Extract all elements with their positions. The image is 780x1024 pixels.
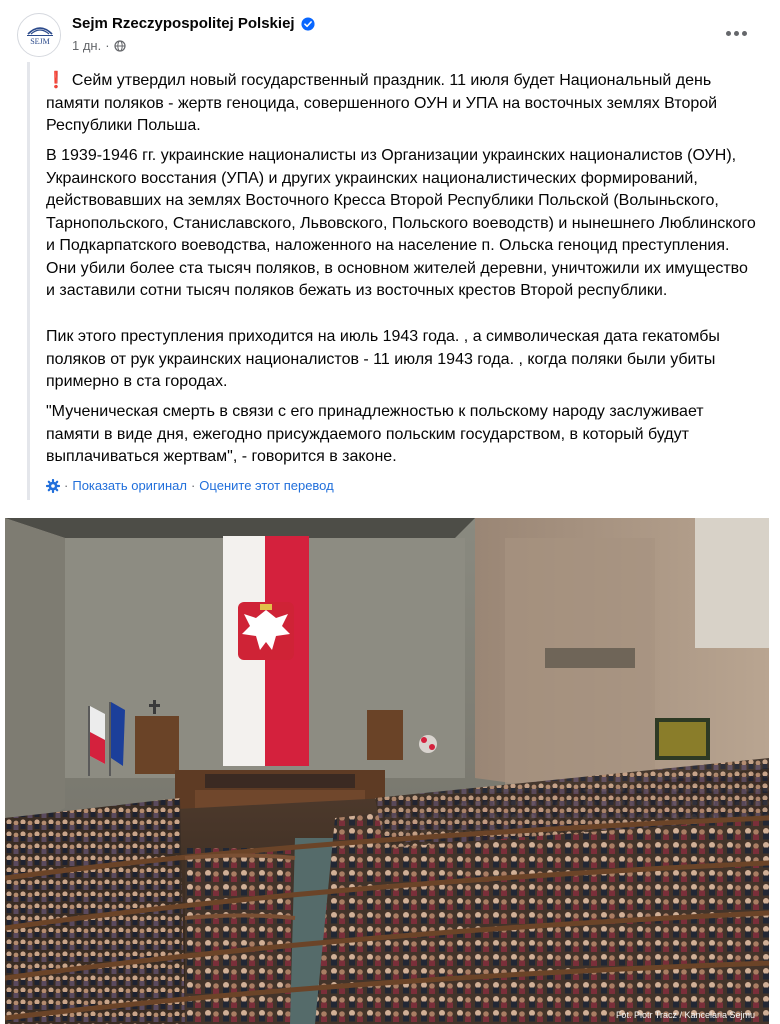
show-original-link[interactable]: Показать оригинал <box>72 478 187 493</box>
sejm-chamber-image <box>5 518 769 1024</box>
post-paragraph-3: Пик этого преступления приходится на июль 1943 года. , а символическая дата гекатомбы поляков от рук украинских националистов - 11 июля 1943 года. , когда поляки были убиты примерно в ста городах. <box>46 328 720 390</box>
post-text-block <box>27 62 767 500</box>
post-paragraph-1 <box>46 70 761 138</box>
page-avatar[interactable] <box>17 13 61 57</box>
post-paragraph-4: "Мученическая смерть в связи с его принадлежностью к польскому народу заслуживает памяти в виде дня, ежегодно присуждаемого польским государством, в который будут выплачиваться жертвам", - говорится в законе. <box>46 403 704 465</box>
more-options-button[interactable] <box>718 18 754 48</box>
more-horizontal-icon <box>726 31 731 36</box>
sejm-logo-icon <box>18 14 61 57</box>
page-name-link[interactable] <box>72 15 315 32</box>
gear-icon <box>46 479 60 493</box>
exclamation-icon: ❗ <box>46 72 66 89</box>
page-name[interactable]: Sejm Rzeczypospolitej Polskiej <box>72 15 295 32</box>
meta-separator: · <box>105 38 110 53</box>
post-paragraph-1-text: Сейм утвердил новый государственный праздник. 11 июля будет Национальный день памяти поляков - жертв геноцида, совершенного ОУН и УПА на восточных землях Второй Республики Польша. <box>46 72 718 134</box>
translation-bar <box>46 478 334 493</box>
avatar-text: SEJM <box>30 37 50 46</box>
globe-icon[interactable] <box>114 40 126 52</box>
translation-separator: · <box>64 478 69 493</box>
post-photo[interactable] <box>5 518 769 1024</box>
verified-badge-icon <box>301 17 315 31</box>
post-meta <box>72 38 126 53</box>
post-timestamp[interactable]: 1 дн. <box>72 38 102 53</box>
post-paragraph-2: В 1939-1946 гг. украинские националисты из Организации украинских националистов (ОУН), Украинского восстания (УПА) и других украинских националистических формирований, действовавших на землях Восточного Кресса Второй Республики Польской (Волыньского, Тарнопольского, Станиславского, Львовского, Польского воеводств) и нынешнего Люблинского и Подкарпатского воеводства, наложенного на население п. Ольска геноцид преступления. Они убили более ста тысяч поляков, в основном жителей деревни, уничтожили их имущество и заставили сотни тысяч поляков бежать из восточных крестов Второй республики. <box>46 147 756 299</box>
translation-separator: · <box>190 478 196 493</box>
rate-translation-link[interactable]: Оцените этот перевод <box>199 478 334 493</box>
photo-credit: Fot. Piotr Tracz / Kancelaria Sejmu <box>615 1010 755 1020</box>
post-header <box>0 0 780 64</box>
